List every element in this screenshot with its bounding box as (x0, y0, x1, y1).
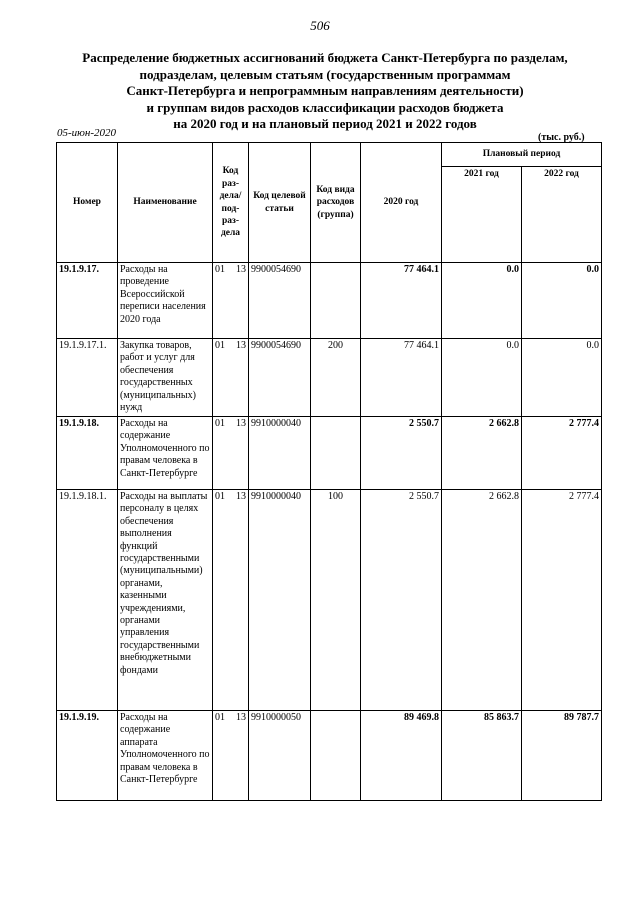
header-target-code: Код целевой статьи (249, 143, 311, 263)
row-value-2021: 0.0 (442, 263, 522, 339)
row-value-2021: 0.0 (442, 339, 522, 417)
row-subsection: 13 (236, 340, 246, 351)
title-line: подразделам, целевым статьям (государственным программам (139, 66, 511, 82)
table-row (57, 490, 602, 711)
row-section: 01 (215, 712, 225, 723)
row-name: Закупка товаров, работ и услуг для обеспечения государственных (муниципальных) нужд (118, 339, 213, 417)
row-section-code (213, 490, 249, 711)
row-target-code: 9910000040 (249, 490, 311, 711)
table-row (57, 417, 602, 490)
row-number: 19.1.9.18. (57, 417, 118, 490)
row-value-2021: 85 863.7 (442, 711, 522, 801)
row-section: 01 (215, 264, 225, 275)
row-value-2022: 2 777.4 (522, 417, 602, 490)
row-section: 01 (215, 340, 225, 351)
title-line: на 2020 год и на плановый период 2021 и 2022 годов (173, 116, 477, 131)
row-target-code: 9910000040 (249, 417, 311, 490)
row-value-2021: 2 662.8 (442, 490, 522, 711)
title-line: и группам видов расходов классификации расходов бюджета (146, 99, 504, 115)
header-number: Номер (57, 143, 118, 263)
row-value-2022: 0.0 (522, 339, 602, 417)
row-value-2021: 2 662.8 (442, 417, 522, 490)
row-section-code (213, 263, 249, 339)
row-section-code (213, 339, 249, 417)
header-name: Наименование (118, 143, 213, 263)
row-target-code: 9910000050 (249, 711, 311, 801)
table-row (57, 711, 602, 801)
row-name: Расходы на содержание аппарата Уполномоченного по правам человека в Санкт-Петербурге (118, 711, 213, 801)
row-section: 01 (215, 418, 225, 429)
row-value-2020: 2 550.7 (361, 490, 442, 711)
header-planning-period: Плановый период (442, 143, 602, 167)
header-year-2022: 2022 год (522, 167, 602, 263)
row-number: 19.1.9.17. (57, 263, 118, 339)
row-value-2020: 77 464.1 (361, 339, 442, 417)
row-subsection: 13 (236, 712, 246, 723)
row-section-code (213, 711, 249, 801)
row-target-code: 9900054690 (249, 339, 311, 417)
row-value-2020: 2 550.7 (361, 417, 442, 490)
header-expense-code: Код вида расходов (группа) (311, 143, 361, 263)
row-subsection: 13 (236, 418, 246, 429)
row-number: 19.1.9.17.1. (57, 339, 118, 417)
row-name: Расходы на проведение Всероссийской переписи населения 2020 года (118, 263, 213, 339)
table-row (57, 339, 602, 417)
row-name: Расходы на содержание Уполномоченного по правам человека в Санкт-Петербурге (118, 417, 213, 490)
row-name: Расходы на выплаты персоналу в целях обеспечения выполнения функций государственными (муниципальными) органами, казенными учреждениями, органами управления государственными внебюджетными фондами (118, 490, 213, 711)
row-expense-code: 100 (311, 490, 361, 711)
page-number: 506 (310, 18, 330, 33)
row-expense-code (311, 263, 361, 339)
title-line: Распределение бюджетных ассигнований бюджета Санкт-Петербурга по разделам, (82, 50, 568, 65)
row-number: 19.1.9.18.1. (57, 490, 118, 711)
header-section-code: Код раз-дела/ под-раз-дела (213, 143, 249, 263)
row-value-2020: 89 469.8 (361, 711, 442, 801)
row-section: 01 (215, 491, 225, 502)
document-date: 05-июн-2020 (57, 127, 117, 139)
header-year-2020: 2020 год (361, 143, 442, 263)
row-value-2022: 89 787.7 (522, 711, 602, 801)
row-target-code: 9900054690 (249, 263, 311, 339)
row-number: 19.1.9.19. (57, 711, 118, 801)
row-expense-code (311, 417, 361, 490)
budget-table (56, 142, 602, 801)
row-subsection: 13 (236, 264, 246, 275)
row-value-2022: 2 777.4 (522, 490, 602, 711)
row-section-code (213, 417, 249, 490)
row-expense-code: 200 (311, 339, 361, 417)
row-subsection: 13 (236, 491, 246, 502)
table-row (57, 263, 602, 339)
header-year-2021: 2021 год (442, 167, 522, 263)
units-label: (тыс. руб.) (538, 132, 585, 143)
title-line: Санкт-Петербурга и непрограммным направлениям деятельности) (126, 83, 524, 98)
row-value-2020: 77 464.1 (361, 263, 442, 339)
row-expense-code (311, 711, 361, 801)
row-value-2022: 0.0 (522, 263, 602, 339)
document-title (60, 50, 590, 133)
